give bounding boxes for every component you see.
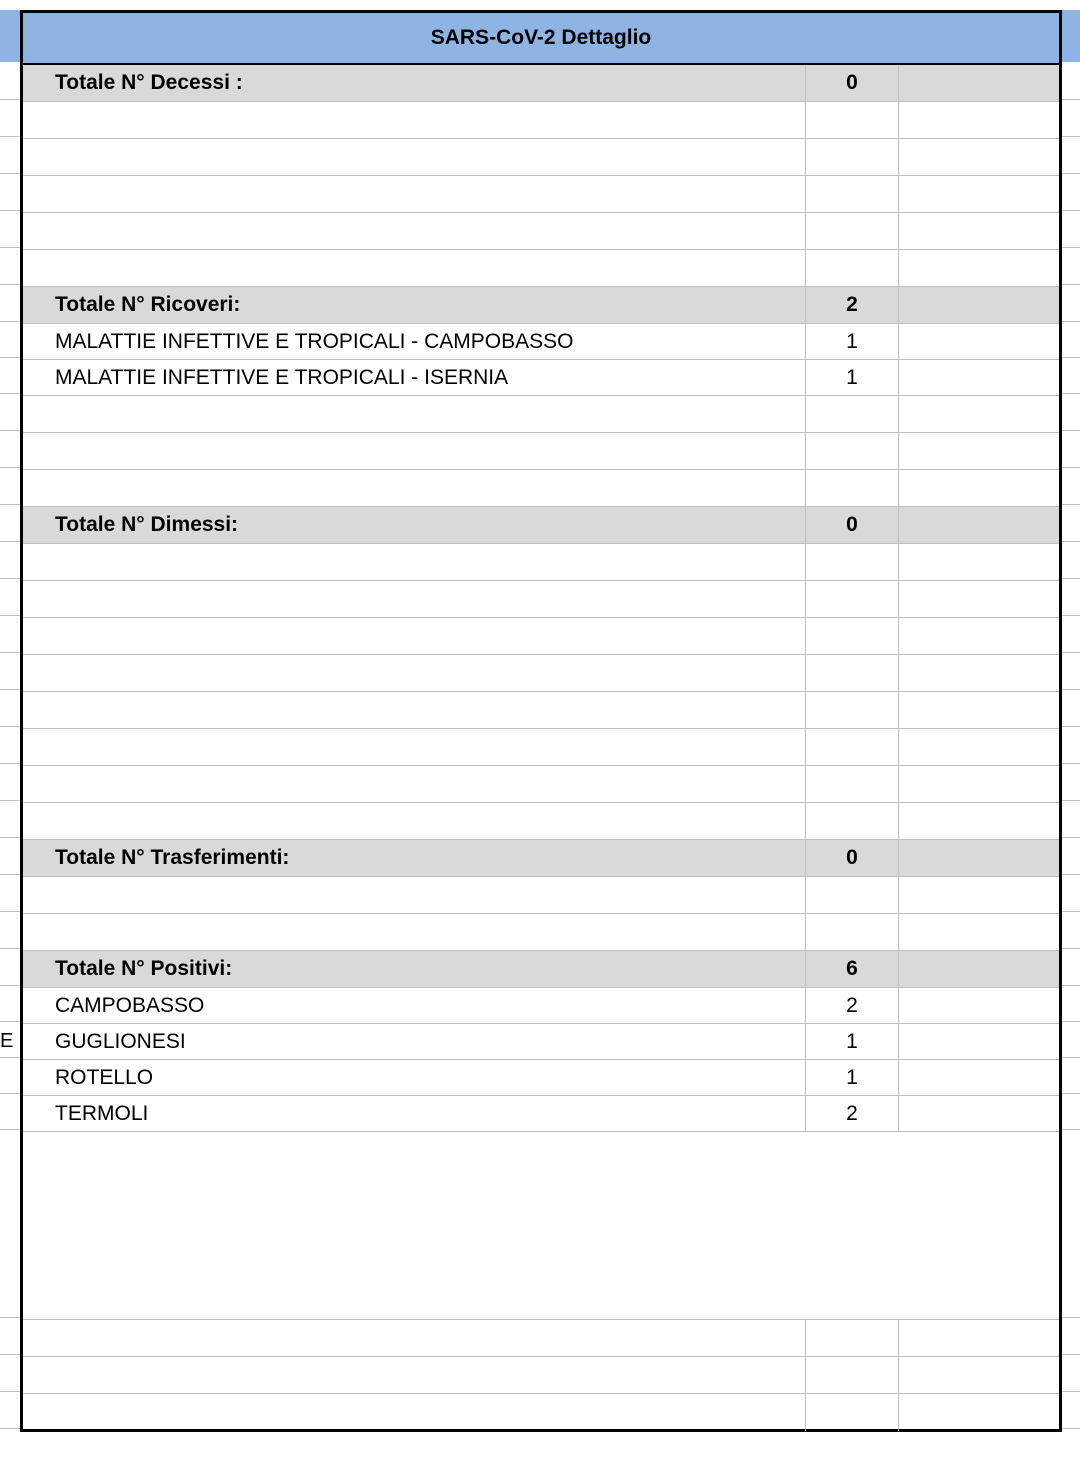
empty-row (23, 803, 1059, 840)
row-label (23, 102, 806, 138)
gridline (1062, 837, 1080, 838)
gridline (1062, 541, 1080, 542)
gridline (0, 99, 20, 100)
row-value (806, 1394, 899, 1431)
row-label (23, 139, 806, 175)
row-label (23, 655, 806, 691)
row-extra-cell (899, 470, 1059, 506)
gridline (1062, 800, 1080, 801)
row-label (23, 914, 806, 950)
empty-row (23, 396, 1059, 433)
gridline (0, 1428, 20, 1429)
row-label (23, 213, 806, 249)
row-extra-cell (899, 250, 1059, 286)
gridline (0, 726, 20, 727)
gridline (0, 247, 20, 248)
row-extra-cell (899, 618, 1059, 654)
gridline (1062, 173, 1080, 174)
gridline (0, 652, 20, 653)
row-value (806, 1132, 899, 1319)
gridline (0, 1391, 20, 1392)
empty-row (23, 877, 1059, 914)
row-value (806, 433, 899, 469)
adjacent-cell-text: E (0, 1030, 14, 1052)
row-extra-cell (899, 176, 1059, 212)
gridline (1062, 357, 1080, 358)
row-label: TERMOLI (23, 1096, 806, 1131)
gridline (0, 985, 20, 986)
adjacent-header-cell (1062, 10, 1080, 62)
empty-row (23, 914, 1059, 951)
row-value: 1 (806, 1024, 899, 1059)
adjacent-header-cell (0, 10, 20, 62)
row-value (806, 102, 899, 138)
gridline (1062, 1391, 1080, 1392)
row-value: 2 (806, 988, 899, 1023)
gridline (1062, 726, 1080, 727)
gridline (0, 321, 20, 322)
row-extra-cell (899, 360, 1059, 395)
empty-row (23, 213, 1059, 250)
row-label (23, 766, 806, 802)
row-label (23, 692, 806, 728)
row-extra-cell (899, 1320, 1059, 1356)
row-extra-cell (899, 1132, 1059, 1319)
gridline (1062, 1093, 1080, 1094)
row-value: 1 (806, 1060, 899, 1095)
gridline (1062, 467, 1080, 468)
row-label: ROTELLO (23, 1060, 806, 1095)
gridline (1062, 284, 1080, 285)
gridline (0, 948, 20, 949)
row-extra-cell (899, 102, 1059, 138)
row-extra-cell (899, 951, 1059, 987)
gridline (0, 467, 20, 468)
gridline (1062, 393, 1080, 394)
gridline (1062, 1317, 1080, 1318)
detail-table (20, 10, 1062, 1432)
row-value (806, 176, 899, 212)
row-label (23, 470, 806, 506)
gridline (1062, 1129, 1080, 1130)
gridline (0, 689, 20, 690)
row-label (23, 1320, 806, 1356)
gridline (1062, 763, 1080, 764)
gridline (1062, 136, 1080, 137)
row-label (23, 544, 806, 580)
row-value (806, 766, 899, 802)
empty-row (23, 139, 1059, 176)
empty-row (23, 176, 1059, 213)
row-value (806, 877, 899, 913)
section-total-value: 0 (806, 840, 899, 876)
row-value (806, 250, 899, 286)
row-extra-cell (899, 1024, 1059, 1059)
row-value (806, 213, 899, 249)
gridline (1062, 948, 1080, 949)
gridline (0, 1129, 20, 1130)
row-value (806, 914, 899, 950)
section-label: Totale N° Ricoveri: (23, 287, 806, 323)
row-extra-cell (899, 877, 1059, 913)
section-label: Totale N° Dimessi: (23, 507, 806, 543)
table-row (23, 360, 1059, 396)
row-extra-cell (899, 988, 1059, 1023)
row-value (806, 655, 899, 691)
gridline (0, 504, 20, 505)
row-value (806, 396, 899, 432)
table-title: SARS-CoV-2 Dettaglio (23, 13, 1059, 65)
empty-row (23, 544, 1059, 581)
gridline (1062, 210, 1080, 211)
gridline (1062, 430, 1080, 431)
row-extra-cell (899, 507, 1059, 543)
empty-row (23, 729, 1059, 766)
gridline (1062, 874, 1080, 875)
section-total-value: 0 (806, 65, 899, 101)
gridline (1062, 615, 1080, 616)
row-extra-cell (899, 396, 1059, 432)
adjacent-column-right (1062, 10, 1080, 1432)
row-extra-cell (899, 65, 1059, 101)
gridline (0, 173, 20, 174)
row-extra-cell (899, 213, 1059, 249)
gridline (1062, 321, 1080, 322)
table-row (23, 1096, 1059, 1132)
gridline (0, 1354, 20, 1355)
row-extra-cell (899, 655, 1059, 691)
gridline (0, 911, 20, 912)
row-value (806, 692, 899, 728)
section-total-row (23, 507, 1059, 544)
section-label: Totale N° Trasferimenti: (23, 840, 806, 876)
table-row (23, 324, 1059, 360)
gridline (0, 210, 20, 211)
empty-row (23, 433, 1059, 470)
row-label (23, 1394, 806, 1431)
gridline (1062, 1021, 1080, 1022)
row-label: MALATTIE INFETTIVE E TROPICALI - CAMPOBASSO (23, 324, 806, 359)
row-extra-cell (899, 914, 1059, 950)
gridline (1062, 504, 1080, 505)
row-extra-cell (899, 581, 1059, 617)
gridline (0, 1093, 20, 1094)
row-label (23, 396, 806, 432)
gridline (1062, 911, 1080, 912)
gridline (0, 837, 20, 838)
row-extra-cell (899, 840, 1059, 876)
table-row (23, 988, 1059, 1024)
section-label: Totale N° Positivi: (23, 951, 806, 987)
empty-row (23, 1320, 1059, 1357)
empty-row (23, 250, 1059, 287)
section-label: Totale N° Decessi : (23, 65, 806, 101)
empty-row (23, 655, 1059, 692)
section-total-value: 0 (806, 507, 899, 543)
row-extra-cell (899, 692, 1059, 728)
gridline (0, 541, 20, 542)
section-total-row (23, 840, 1059, 877)
gridline (0, 874, 20, 875)
row-label (23, 1132, 806, 1319)
row-label (23, 1357, 806, 1393)
empty-row (23, 581, 1059, 618)
empty-row (23, 766, 1059, 803)
row-extra-cell (899, 544, 1059, 580)
row-extra-cell (899, 1394, 1059, 1431)
row-extra-cell (899, 1060, 1059, 1095)
row-value (806, 544, 899, 580)
row-value (806, 1320, 899, 1356)
row-label (23, 803, 806, 839)
row-value (806, 470, 899, 506)
gridline (0, 284, 20, 285)
row-label (23, 581, 806, 617)
row-extra-cell (899, 139, 1059, 175)
table-row (23, 1024, 1059, 1060)
empty-row (23, 102, 1059, 139)
gridline (0, 136, 20, 137)
row-extra-cell (899, 1357, 1059, 1393)
row-value (806, 803, 899, 839)
row-label: MALATTIE INFETTIVE E TROPICALI - ISERNIA (23, 360, 806, 395)
row-extra-cell (899, 803, 1059, 839)
gridline (0, 615, 20, 616)
row-extra-cell (899, 766, 1059, 802)
empty-row (23, 692, 1059, 729)
row-value (806, 618, 899, 654)
gridline (1062, 652, 1080, 653)
adjacent-column-left (0, 10, 20, 1432)
empty-row (23, 470, 1059, 507)
row-extra-cell (899, 433, 1059, 469)
row-value: 1 (806, 360, 899, 395)
section-total-row (23, 951, 1059, 988)
empty-row (23, 1394, 1059, 1431)
row-label (23, 250, 806, 286)
empty-row (23, 618, 1059, 655)
row-label (23, 729, 806, 765)
row-extra-cell (899, 324, 1059, 359)
row-value (806, 1357, 899, 1393)
row-value (806, 139, 899, 175)
empty-row (23, 1357, 1059, 1394)
row-extra-cell (899, 1096, 1059, 1131)
section-total-value: 2 (806, 287, 899, 323)
row-label: CAMPOBASSO (23, 988, 806, 1023)
gridline (0, 800, 20, 801)
gridline (1062, 578, 1080, 579)
gridline (0, 430, 20, 431)
gridline (0, 393, 20, 394)
gridline (0, 1317, 20, 1318)
gridline (1062, 99, 1080, 100)
empty-row (23, 1132, 1059, 1320)
section-total-value: 6 (806, 951, 899, 987)
section-total-row (23, 287, 1059, 324)
row-label: GUGLIONESI (23, 1024, 806, 1059)
gridline (0, 1021, 20, 1022)
row-label (23, 176, 806, 212)
gridline (0, 578, 20, 579)
gridline (1062, 985, 1080, 986)
row-extra-cell (899, 729, 1059, 765)
gridline (1062, 689, 1080, 690)
gridline (1062, 1428, 1080, 1429)
row-value: 1 (806, 324, 899, 359)
row-extra-cell (899, 287, 1059, 323)
row-label (23, 433, 806, 469)
table-row (23, 1060, 1059, 1096)
row-value (806, 581, 899, 617)
row-value: 2 (806, 1096, 899, 1131)
gridline (0, 357, 20, 358)
row-label (23, 618, 806, 654)
gridline (1062, 1057, 1080, 1058)
row-label (23, 877, 806, 913)
section-total-row (23, 65, 1059, 102)
gridline (1062, 1354, 1080, 1355)
gridline (0, 763, 20, 764)
gridline (0, 1057, 20, 1058)
gridline (1062, 247, 1080, 248)
row-value (806, 729, 899, 765)
